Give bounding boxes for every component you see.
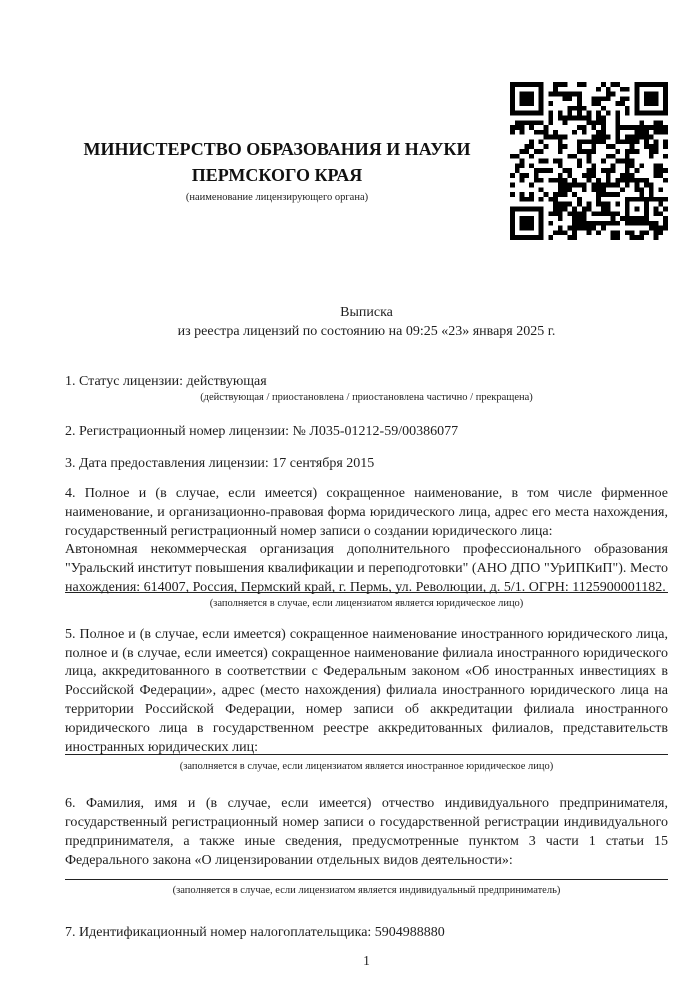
ministry-name-line2: ПЕРМСКОГО КРАЯ: [191, 165, 363, 185]
taxpayer-number-text: 7. Идентификационный номер налогоплательщика: 5904988880: [65, 924, 445, 940]
item-license-status: [65, 373, 668, 405]
header-row: [65, 82, 668, 240]
page-number: 1: [363, 953, 370, 969]
individual-entrepreneur-caption: (заполняется в случае, если лицензиатом является индивидуальный предприниматель): [172, 884, 561, 896]
item-registration-number: [65, 423, 668, 442]
item-taxpayer-number: [65, 924, 668, 943]
ministry-name: [65, 136, 489, 188]
item-license-date: [65, 455, 668, 474]
document-title: [65, 304, 668, 342]
registration-number-text: 2. Регистрационный номер лицензии: № Л035-01212-59/00386077: [65, 424, 459, 440]
qr-code-image: [510, 82, 668, 240]
qr-code: [510, 82, 668, 240]
individual-entrepreneur-underline: [65, 879, 668, 880]
item-foreign-entity: [65, 626, 668, 774]
item-individual-entrepreneur: [65, 795, 668, 896]
ministry-name-line1: МИНИСТЕРСТВО ОБРАЗОВАНИЯ И НАУКИ: [83, 139, 471, 159]
license-date-text: 3. Дата предоставления лицензии: 17 сентября 2015: [65, 456, 375, 472]
licensing-authority-caption: (наименование лицензирующего органа): [185, 192, 369, 203]
legal-entity-caption: (заполняется в случае, если лицензиатом является юридическое лицо): [209, 597, 524, 609]
license-status-caption: (действующая / приостановлена / приостановлена частично / прекращена): [200, 392, 533, 404]
foreign-entity-caption: (заполняется в случае, если лицензиатом является иностранное юридическое лицо): [179, 761, 554, 773]
legal-entity-statement: 4. Полное и (в случае, если имеется) сокращенное наименование, в том числе фирменное наименование, и организационно-правовая форма юридического лица, адрес его места нахождения, государственный регистрационный номер записи о создании юридического лица:: [65, 485, 668, 539]
item-legal-entity: [65, 485, 668, 610]
individual-entrepreneur-statement: 6. Фамилия, имя и (в случае, если имеется) отчество индивидуального предпринимателя, государственный регистрационный номер записи о государственной регистрации индивидуального предпринимателя, а также иные сведения, предусмотренные пунктом 3 части 1 статьи 15 Федерального закона «О лицензировании отдельных видов деятельности»:: [65, 796, 668, 868]
document-title-line1: Выписка: [340, 305, 393, 320]
document-title-line2: из реестра лицензий по состоянию на 09:25 «23» января 2025 г.: [177, 323, 556, 339]
license-status-text: 1. Статус лицензии: действующая: [65, 373, 267, 389]
licensing-authority-block: [65, 136, 510, 204]
legal-entity-value: Автономная некоммерческая организация дополнительного профессионального образования "Уральский институт повышения квалификации и переподготовки" (АНО ДПО "УрИПКиП"). Место нахождения: 614007, Россия, Пермский край, г. Пермь, ул. Революции, д. 5/1. ОГРН: 1125900001182.: [65, 542, 668, 595]
foreign-entity-statement: 5. Полное и (в случае, если имеется) сокращенное наименование иностранного юридического лица, полное и (в случае, если имеется) сокращенное наименование филиала иностранного юридического лица, аккредитованного в соответствии с Федеральным законом «Об иностранных инвестициях в Российской Федерации», адрес (место нахождения) филиала иностранного юридического лица на территории Российской Федерации, номер записи об аккредитации филиала иностранного юридического лица в государственном реестре аккредитованных филиалов, представительств иностранных юридических лиц:: [65, 626, 668, 755]
